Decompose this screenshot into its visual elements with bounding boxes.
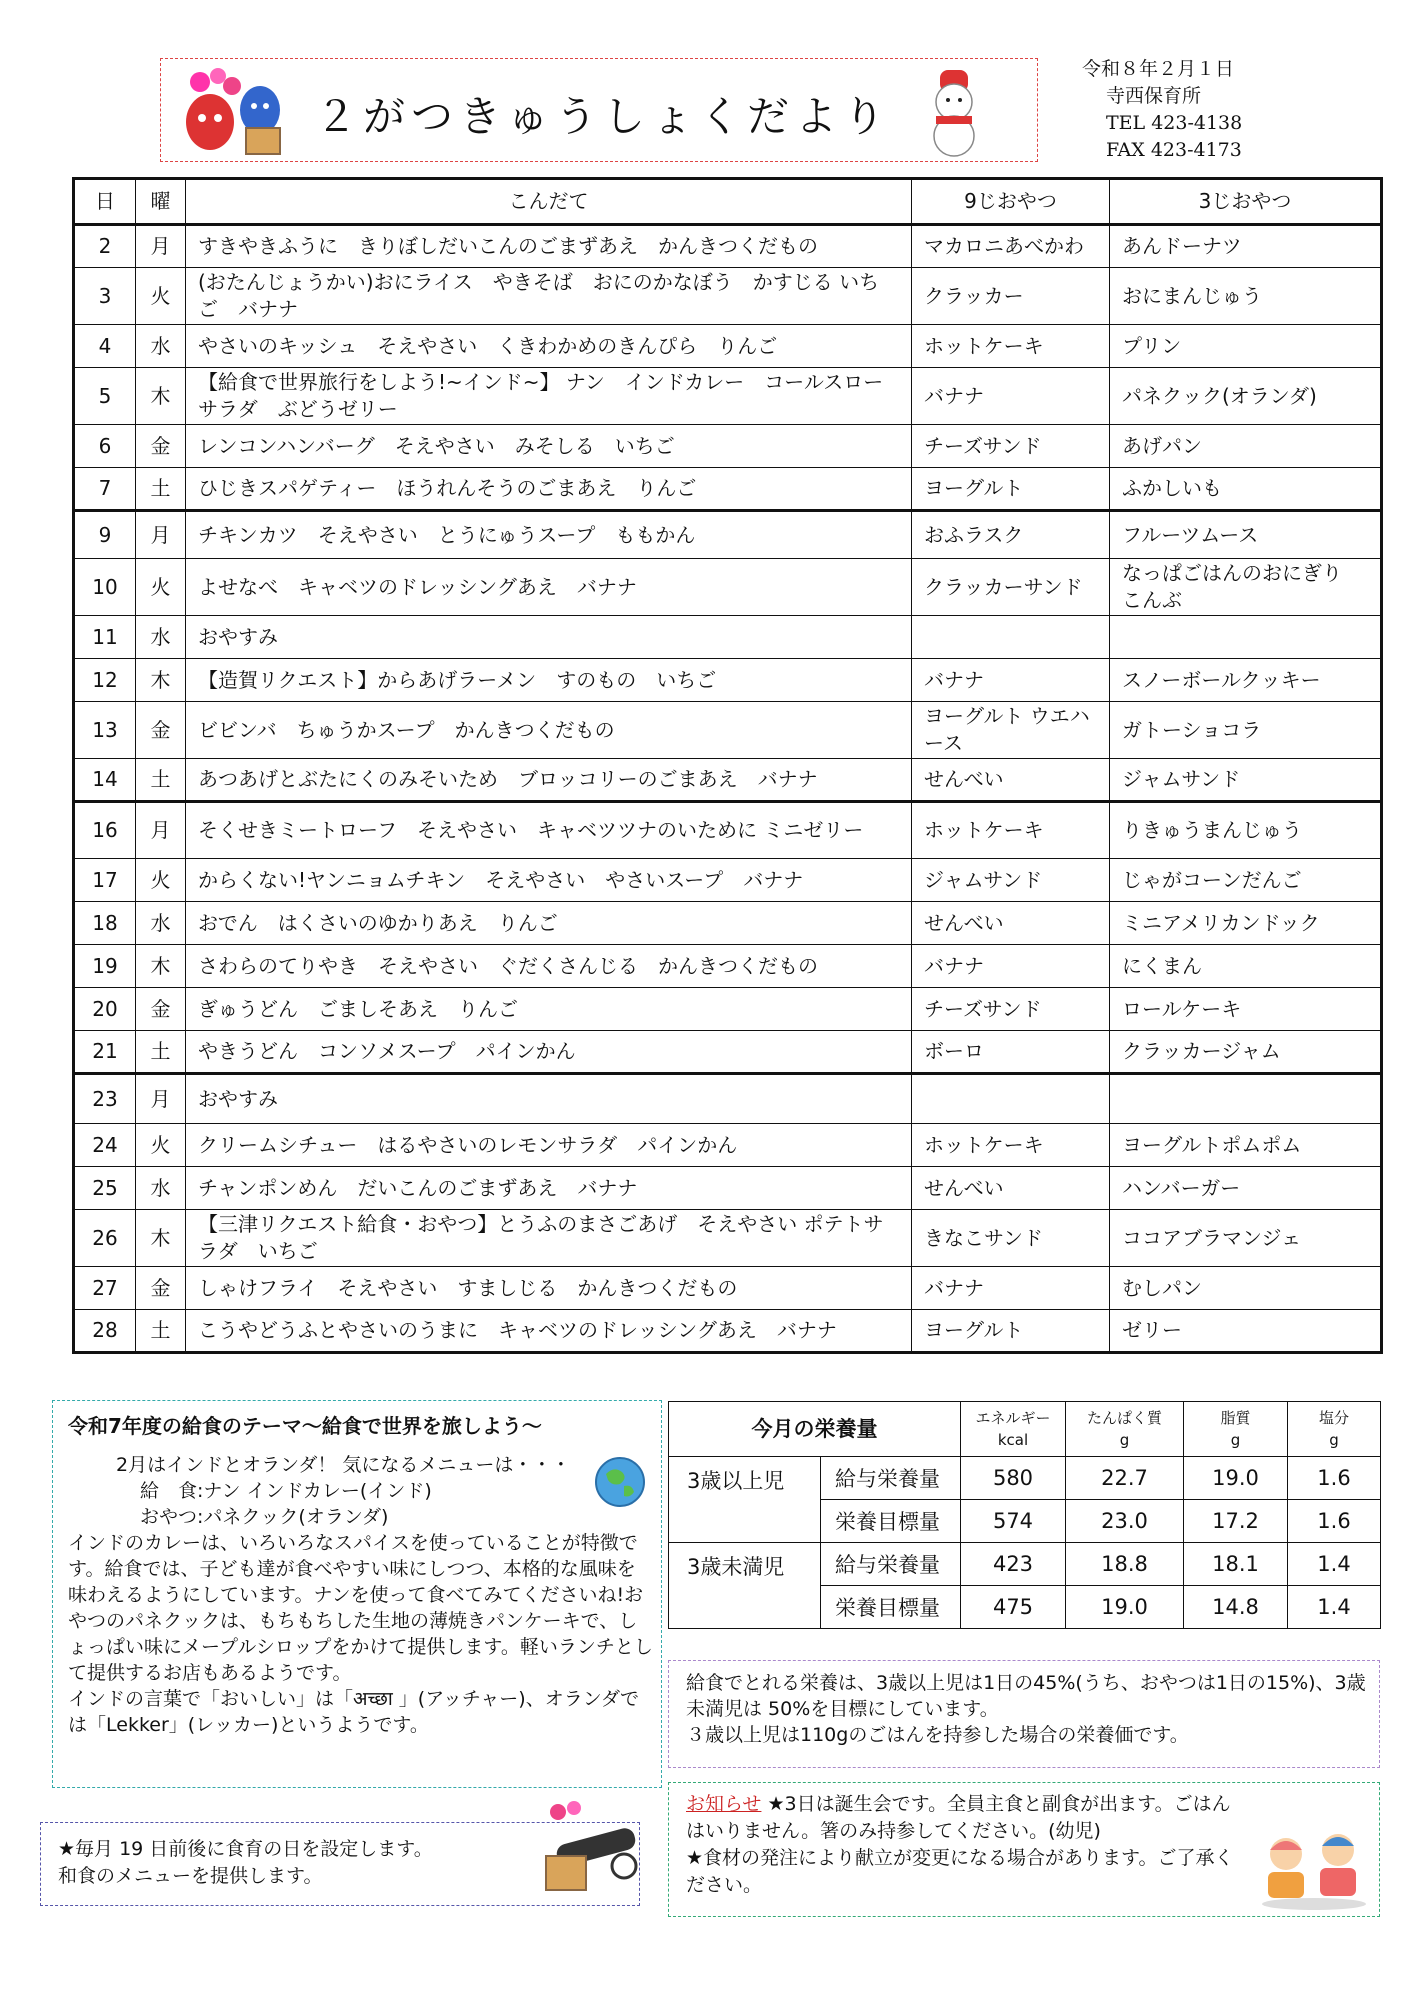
value-cell: 1.6 (1288, 1457, 1381, 1500)
menu-table (72, 177, 1383, 1354)
menu-row (74, 902, 1382, 945)
value-cell: 580 (961, 1457, 1066, 1500)
food-day-text (58, 1836, 433, 1890)
menu-row (74, 468, 1382, 511)
group-label: 3歳未満児 (669, 1543, 821, 1629)
menu-row (74, 1310, 1382, 1353)
theme-text-2: インドの言葉で「おいしい」は「अच्छा 」(アッチャー)、オランダでは「Lekker」(レッカー)というようです。 (68, 1688, 639, 1736)
snack9-cell: きなこサンド (912, 1210, 1110, 1267)
org-fax: FAX 423-4173 (1106, 139, 1242, 161)
dow-cell: 火 (136, 1124, 186, 1167)
snack9-cell: バナナ (912, 368, 1110, 425)
value-cell: 18.8 (1066, 1543, 1184, 1586)
group-label: 3歳以上児 (669, 1457, 821, 1543)
dow-cell: 月 (136, 1074, 186, 1124)
day-cell: 7 (74, 468, 136, 511)
org-tel: TEL 423-4138 (1106, 112, 1243, 134)
snack9-cell (912, 616, 1110, 659)
day-cell: 11 (74, 616, 136, 659)
menu-row (74, 616, 1382, 659)
value-cell: 23.0 (1066, 1500, 1184, 1543)
menu-row (74, 1167, 1382, 1210)
snack3-cell: スノーボールクッキー (1110, 659, 1382, 702)
menu-row (74, 559, 1382, 616)
dow-cell: 水 (136, 616, 186, 659)
col-salt: 塩分 g (1288, 1402, 1381, 1457)
menu-header-row (74, 179, 1382, 225)
snack9-cell: チーズサンド (912, 425, 1110, 468)
value-cell: 19.0 (1184, 1457, 1288, 1500)
value-cell: 574 (961, 1500, 1066, 1543)
theme-intro: 2月はインドとオランダ！ 気になるメニューは・・・ (116, 1454, 571, 1476)
snack9-cell: マカロニあべかわ (912, 225, 1110, 268)
day-cell: 4 (74, 325, 136, 368)
dow-cell: 木 (136, 945, 186, 988)
dow-cell: 金 (136, 1267, 186, 1310)
value-cell: 1.6 (1288, 1500, 1381, 1543)
value-cell: 22.7 (1066, 1457, 1184, 1500)
dow-cell: 月 (136, 802, 186, 859)
day-cell: 9 (74, 511, 136, 559)
dow-cell: 土 (136, 1310, 186, 1353)
dow-cell: 水 (136, 325, 186, 368)
menu-cell: ビビンバ ちゅうかスープ かんきつくだもの (186, 702, 912, 759)
menu-row (74, 759, 1382, 802)
dow-cell: 水 (136, 1167, 186, 1210)
menu-cell: チャンポンめん だいこんのごまずあえ バナナ (186, 1167, 912, 1210)
menu-cell: 【三津リクエスト給食・おやつ】とうふのまさごあげ そえやさい ポテトサラダ いちご (186, 1210, 912, 1267)
day-cell: 24 (74, 1124, 136, 1167)
snack3-cell (1110, 1074, 1382, 1124)
menu-cell: よせなべ キャベツのドレッシングあえ バナナ (186, 559, 912, 616)
snack9-cell: ヨーグルト ウエハース (912, 702, 1110, 759)
announcement-label: お知らせ (686, 1793, 762, 1815)
theme-lunch: 給 食:ナン インドカレー(インド) (140, 1480, 432, 1502)
day-cell: 16 (74, 802, 136, 859)
org-info (1082, 56, 1242, 164)
menu-cell: やさいのキッシュ そえやさい くきわかめのきんぴら りんご (186, 325, 912, 368)
snack3-cell: にくまん (1110, 945, 1382, 988)
snack3-cell: ゼリー (1110, 1310, 1382, 1353)
nutrition-title: 今月の栄養量 (669, 1402, 961, 1457)
children-eating-illustration (1256, 1824, 1372, 1910)
nutrition-row (669, 1457, 1381, 1500)
snack9-cell: ヨーグルト (912, 468, 1110, 511)
dow-cell: 木 (136, 1210, 186, 1267)
snack9-cell: バナナ (912, 659, 1110, 702)
dow-cell: 金 (136, 425, 186, 468)
day-cell: 23 (74, 1074, 136, 1124)
col-header-day: 日 (74, 179, 136, 225)
announcement-line-2: ★食材の発注により献立が変更になる場合があります。ご了承ください。 (686, 1847, 1234, 1896)
col-header-snack9: 9じおやつ (912, 179, 1110, 225)
snack9-cell: ヨーグルト (912, 1310, 1110, 1353)
snack9-cell: ホットケーキ (912, 1124, 1110, 1167)
row-label: 給与栄養量 (821, 1543, 961, 1586)
value-cell: 475 (961, 1586, 1066, 1629)
menu-row (74, 368, 1382, 425)
snack3-cell: プリン (1110, 325, 1382, 368)
dow-cell: 木 (136, 659, 186, 702)
menu-cell: あつあげとぶたにくのみそいため ブロッコリーのごまあえ バナナ (186, 759, 912, 802)
col-header-snack3: 3じおやつ (1110, 179, 1382, 225)
row-label: 給与栄養量 (821, 1457, 961, 1500)
snack3-cell: ハンバーガー (1110, 1167, 1382, 1210)
snack9-cell (912, 1074, 1110, 1124)
menu-cell: (おたんじょうかい)おにライス やきそば おにのかなぼう かすじる いちご バナナ (186, 268, 912, 325)
ehomaki-illustration (536, 1796, 648, 1896)
food-day-line-2: 和食のメニューを提供します。 (58, 1865, 323, 1887)
dow-cell: 土 (136, 468, 186, 511)
snack3-cell: じゃがコーンだんご (1110, 859, 1382, 902)
day-cell: 5 (74, 368, 136, 425)
snack3-cell: あんドーナツ (1110, 225, 1382, 268)
menu-cell: レンコンハンバーグ そえやさい みそしる いちご (186, 425, 912, 468)
announcement-text (686, 1791, 1246, 1899)
value-cell: 423 (961, 1543, 1066, 1586)
menu-cell: からくない!ヤンニョムチキン そえやさい やさいスープ バナナ (186, 859, 912, 902)
dow-cell: 金 (136, 702, 186, 759)
value-cell: 1.4 (1288, 1586, 1381, 1629)
snack3-cell: ふかしいも (1110, 468, 1382, 511)
menu-row (74, 1267, 1382, 1310)
snack9-cell: バナナ (912, 1267, 1110, 1310)
menu-row (74, 1210, 1382, 1267)
menu-cell: 【造賀リクエスト】からあげラーメン すのもの いちご (186, 659, 912, 702)
snack3-cell: ヨーグルトポムポム (1110, 1124, 1382, 1167)
note-line-1: 給食でとれる栄養は、3歳以上児は1日の45%(うち、おやつは1日の15%)、3歳未満児は 50%を目標にしています。 (686, 1672, 1366, 1720)
dow-cell: 火 (136, 859, 186, 902)
value-cell: 14.8 (1184, 1586, 1288, 1629)
snack3-cell (1110, 616, 1382, 659)
note-text (686, 1670, 1366, 1748)
dow-cell: 金 (136, 988, 186, 1031)
day-cell: 27 (74, 1267, 136, 1310)
day-cell: 20 (74, 988, 136, 1031)
menu-row (74, 511, 1382, 559)
menu-row (74, 702, 1382, 759)
snack9-cell: おふラスク (912, 511, 1110, 559)
snack3-cell: ロールケーキ (1110, 988, 1382, 1031)
snack3-cell: りきゅうまんじゅう (1110, 802, 1382, 859)
day-cell: 26 (74, 1210, 136, 1267)
day-cell: 14 (74, 759, 136, 802)
day-cell: 3 (74, 268, 136, 325)
snack3-cell: クラッカージャム (1110, 1031, 1382, 1074)
menu-row (74, 1124, 1382, 1167)
org-name: 寺西保育所 (1106, 85, 1202, 107)
dow-cell: 水 (136, 902, 186, 945)
snack9-cell: ジャムサンド (912, 859, 1110, 902)
day-cell: 10 (74, 559, 136, 616)
menu-cell: おでん はくさいのゆかりあえ りんご (186, 902, 912, 945)
dow-cell: 木 (136, 368, 186, 425)
menu-cell: 【給食で世界旅行をしよう!~インド~】 ナン インドカレー コールスローサラダ ぶどうゼリー (186, 368, 912, 425)
snack3-cell: ココアブラマンジェ (1110, 1210, 1382, 1267)
day-cell: 18 (74, 902, 136, 945)
snack3-cell: おにまんじゅう (1110, 268, 1382, 325)
food-day-line-1: ★毎月 19 日前後に食育の日を設定します。 (58, 1838, 433, 1860)
theme-body (68, 1452, 653, 1738)
nutrition-row (669, 1543, 1381, 1586)
value-cell: 17.2 (1184, 1500, 1288, 1543)
day-cell: 25 (74, 1167, 136, 1210)
menu-cell: ぎゅうどん ごましそあえ りんご (186, 988, 912, 1031)
value-cell: 18.1 (1184, 1543, 1288, 1586)
snack9-cell: クラッカー (912, 268, 1110, 325)
globe-icon (594, 1456, 646, 1508)
menu-row (74, 1074, 1382, 1124)
menu-row (74, 659, 1382, 702)
menu-cell: ひじきスパゲティー ほうれんそうのごまあえ りんご (186, 468, 912, 511)
dow-cell: 土 (136, 1031, 186, 1074)
snack3-cell: パネクック(オランダ) (1110, 368, 1382, 425)
menu-cell: すきやきふうに きりぼしだいこんのごまずあえ かんきつくだもの (186, 225, 912, 268)
snack3-cell: むしパン (1110, 1267, 1382, 1310)
snowman-illustration (918, 66, 990, 158)
menu-row (74, 802, 1382, 859)
snack9-cell: クラッカーサンド (912, 559, 1110, 616)
snack9-cell: チーズサンド (912, 988, 1110, 1031)
col-protein: たんぱく質 g (1066, 1402, 1184, 1457)
menu-body (74, 225, 1382, 1353)
day-cell: 6 (74, 425, 136, 468)
menu-cell: チキンカツ そえやさい とうにゅうスープ ももかん (186, 511, 912, 559)
snack9-cell: せんべい (912, 1167, 1110, 1210)
dow-cell: 火 (136, 268, 186, 325)
dow-cell: 月 (136, 511, 186, 559)
snack9-cell: ボーロ (912, 1031, 1110, 1074)
col-header-menu: こんだて (186, 179, 912, 225)
day-cell: 17 (74, 859, 136, 902)
col-fat: 脂質 g (1184, 1402, 1288, 1457)
snack9-cell: バナナ (912, 945, 1110, 988)
menu-cell: クリームシチュー はるやさいのレモンサラダ パインかん (186, 1124, 912, 1167)
snack3-cell: ジャムサンド (1110, 759, 1382, 802)
page-title: ２がつきゅうしょくだより (315, 92, 892, 141)
menu-row (74, 325, 1382, 368)
day-cell: 12 (74, 659, 136, 702)
menu-cell: そくせきミートローフ そえやさい キャベツツナのいために ミニゼリー (186, 802, 912, 859)
snack9-cell: せんべい (912, 902, 1110, 945)
day-cell: 28 (74, 1310, 136, 1353)
snack3-cell: フルーツムース (1110, 511, 1382, 559)
snack3-cell: あげパン (1110, 425, 1382, 468)
value-cell: 1.4 (1288, 1543, 1381, 1586)
menu-row (74, 425, 1382, 468)
snack9-cell: ホットケーキ (912, 802, 1110, 859)
note-line-2: ３歳以上児は110gのごはんを持参した場合の栄養価です。 (686, 1724, 1189, 1746)
day-cell: 13 (74, 702, 136, 759)
menu-row (74, 1031, 1382, 1074)
snack3-cell: ガトーショコラ (1110, 702, 1382, 759)
row-label: 栄養目標量 (821, 1586, 961, 1629)
menu-cell: おやすみ (186, 1074, 912, 1124)
day-cell: 19 (74, 945, 136, 988)
col-header-dow: 曜 (136, 179, 186, 225)
snack9-cell: ホットケーキ (912, 325, 1110, 368)
menu-cell: さわらのてりやき そえやさい ぐだくさんじる かんきつくだもの (186, 945, 912, 988)
menu-cell: おやすみ (186, 616, 912, 659)
dow-cell: 月 (136, 225, 186, 268)
col-energy: エネルギー kcal (961, 1402, 1066, 1457)
theme-text: インドのカレーは、いろいろなスパイスを使っていることが特徴です。給食では、子ども達が食べやすい味にしつつ、本格的な風味を味わえるようにしています。ナンを使って食べてみてくださいね!おやつのパネクックは、もちもちした生地の薄焼きパンケーキで、しょっぱい味にメープルシロップをかけて提供します。軽いランチとして提供するお店もあるようです。 (68, 1532, 653, 1684)
oni-illustration (170, 62, 290, 158)
value-cell: 19.0 (1066, 1586, 1184, 1629)
snack3-cell: ミニアメリカンドック (1110, 902, 1382, 945)
theme-title: 令和7年度の給食のテーマ〜給食で世界を旅しよう〜 (68, 1414, 542, 1438)
dow-cell: 火 (136, 559, 186, 616)
dow-cell: 土 (136, 759, 186, 802)
announcement-line-1: お知らせ ★3日は誕生会です。全員主食と副食が出ます。ごはんはいりません。箸のみ持参してください。(幼児) (686, 1793, 1231, 1842)
menu-row (74, 225, 1382, 268)
nutrition-table (668, 1401, 1381, 1629)
menu-cell: しゃけフライ そえやさい すましじる かんきつくだもの (186, 1267, 912, 1310)
day-cell: 21 (74, 1031, 136, 1074)
snack9-cell: せんべい (912, 759, 1110, 802)
menu-row (74, 268, 1382, 325)
snack3-cell: なっぱごはんのおにぎり こんぶ (1110, 559, 1382, 616)
row-label: 栄養目標量 (821, 1500, 961, 1543)
theme-snack: おやつ:パネクック(オランダ) (140, 1506, 389, 1528)
menu-row (74, 859, 1382, 902)
menu-row (74, 945, 1382, 988)
menu-row (74, 988, 1382, 1031)
menu-cell: こうやどうふとやさいのうまに キャベツのドレッシングあえ バナナ (186, 1310, 912, 1353)
menu-cell: やきうどん コンソメスープ パインかん (186, 1031, 912, 1074)
day-cell: 2 (74, 225, 136, 268)
issue-date: 令和８年２月１日 (1082, 58, 1235, 80)
